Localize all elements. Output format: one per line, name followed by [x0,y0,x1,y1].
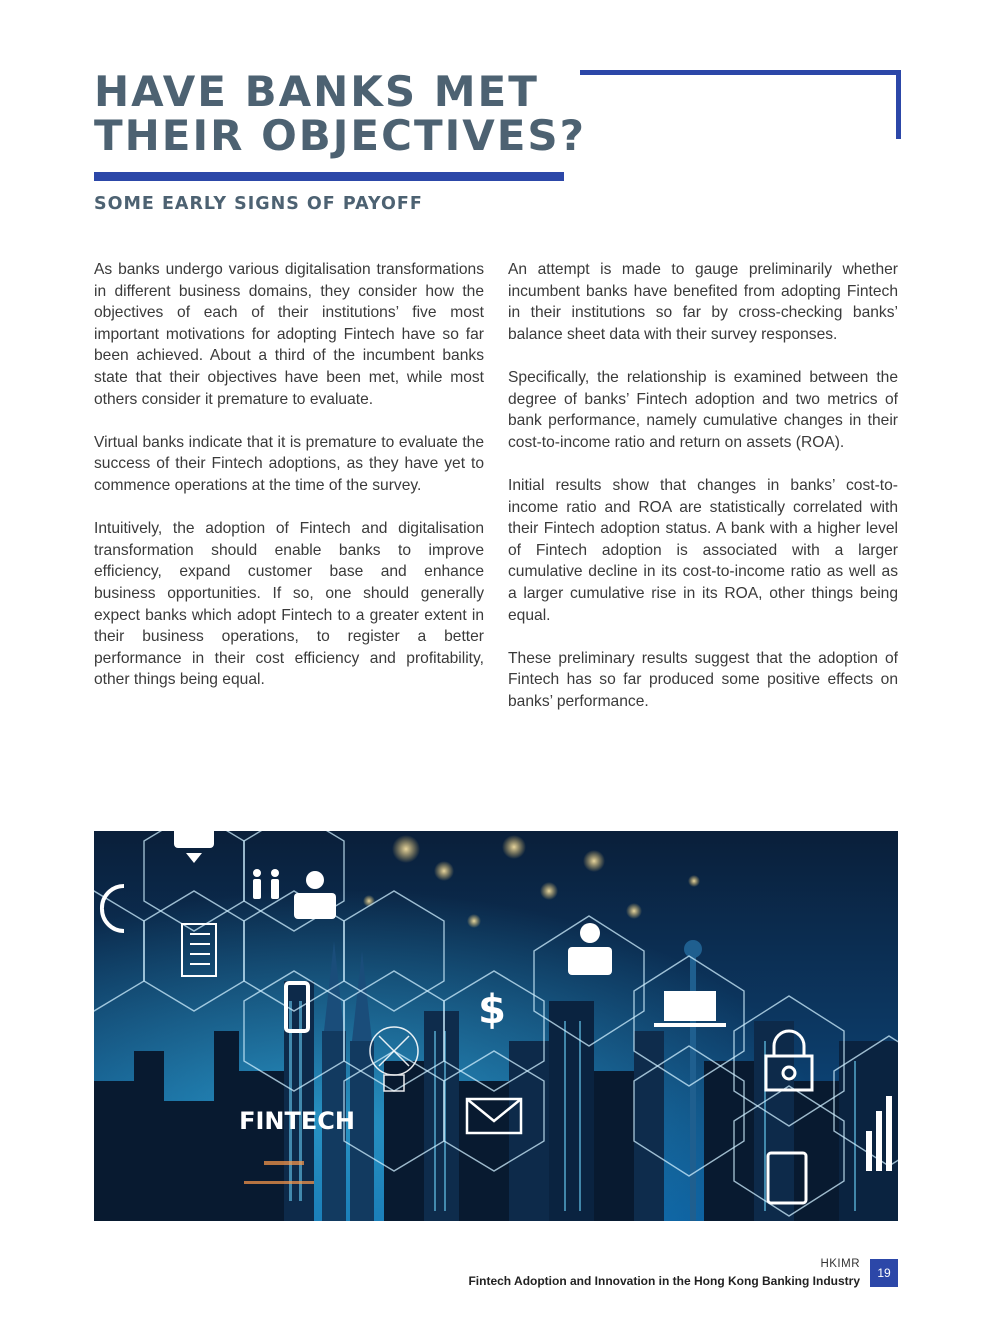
page-title-line-2: THEIR OBJECTIVES? [94,111,587,160]
dollar-symbol: $ [478,987,506,1033]
paragraph: These preliminary results suggest that the adoption of Fintech has so far produced some positive effects on banks’ performance. [508,649,898,710]
paragraph: Intuitively, the adoption of Fintech and digitalisation transformation should enable banks to improve efficiency, expand customer base and enhance business opportunities. If so, one should generally expect banks which adopt Fintech to a greater extent in their business operations, to register a better performance in their cost efficiency and profitability, other things being equal. [94,520,484,689]
right-text-column [508,259,898,734]
page-title [94,67,587,160]
page-number: 19 [870,1259,898,1287]
fintech-city-image [94,831,898,1221]
paragraph: Virtual banks indicate that it is premature to evaluate the success of their Fintech adoptions, as they have yet to commence operations at the time of the survey. [94,433,484,494]
title-underline-bar [94,172,564,181]
page-title-line-1: HAVE BANKS MET [94,67,539,116]
footer-publication-title: Fintech Adoption and Innovation in the Hong Kong Banking Industry [468,1274,860,1288]
corner-frame-right [896,70,901,139]
left-text-column [94,259,484,712]
paragraph: Specifically, the relationship is examined between the degree of banks’ Fintech adoption and two metrics of bank performance, namely cumulative changes in their cost-to-income ratio and return on assets (ROA). [508,368,898,451]
paragraph: An attempt is made to gauge preliminarily whether incumbent banks have benefited from adopting Fintech in their institutions so far by cross-checking banks’ balance sheet data with their survey responses. [508,261,898,343]
paragraph: Initial results show that changes in banks’ cost-to-income ratio and ROA are statistically correlated with their Fintech adoption status. A bank with a higher level of Fintech adoption is associated with a larger cumulative decline in its cost-to-income ratio as well as a larger cumulative rise in its ROA, other things being equal. [508,476,898,624]
corner-frame-top [580,70,901,75]
fintech-label: FINTECH [239,1107,355,1135]
dollar-icon [478,987,506,1033]
paragraph: As banks undergo various digitalisation transformations in different business domains, they consider how the objectives of each of their institutions’ five most important motivations for adopting Fintech have so far been achieved. About a third of the incumbent banks state that their objectives have been met, while most others consider it premature to evaluate. [94,261,484,408]
section-subtitle: SOME EARLY SIGNS OF PAYOFF [94,194,423,214]
footer-org: HKIMR [820,1258,860,1270]
